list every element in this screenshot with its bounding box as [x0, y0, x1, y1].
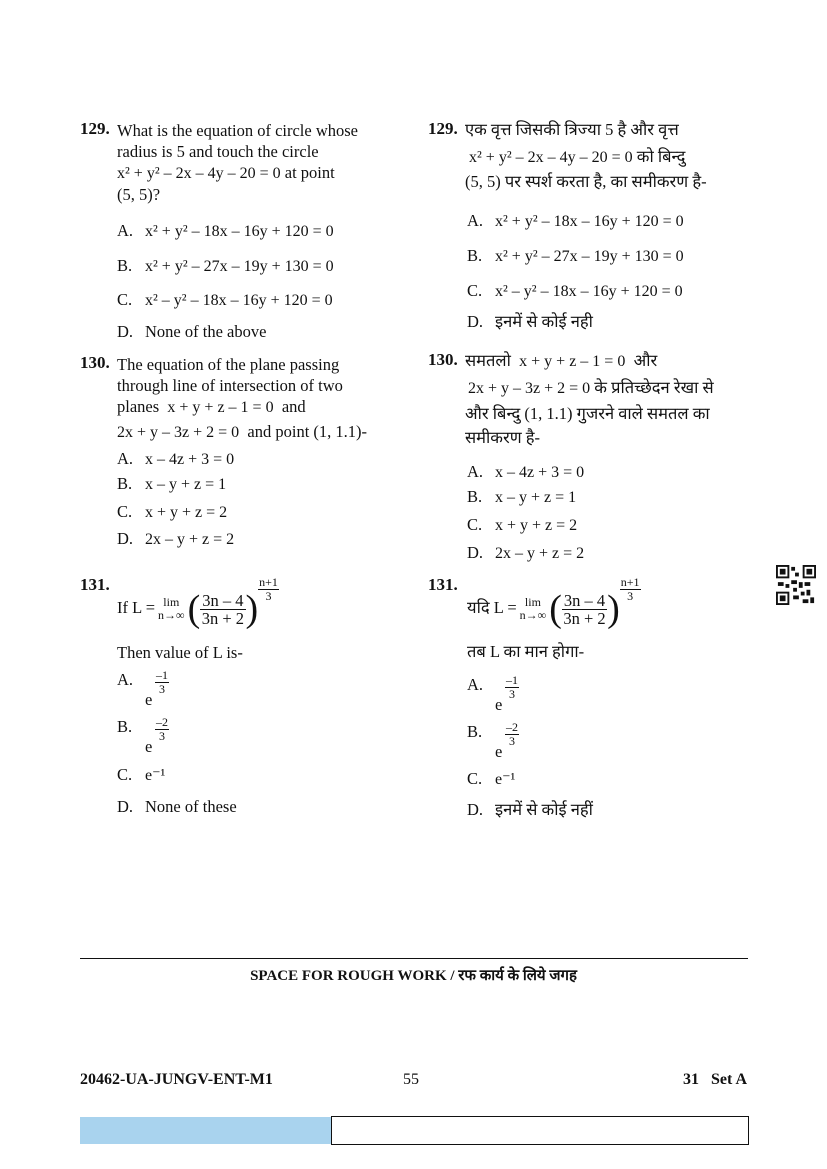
question-number: 129. [80, 119, 110, 138]
exponent-numerator: –1 [156, 668, 168, 682]
question-text: radius is 5 and touch the circle [117, 142, 319, 161]
option-d[interactable]: D. None of these [117, 797, 237, 816]
base-e: e [495, 695, 503, 714]
question-text: Then value of L is- [117, 643, 243, 662]
question-text: If [117, 597, 128, 617]
footer-color-bar [80, 1117, 331, 1144]
option-text: e⁻¹ [495, 771, 516, 788]
fraction-denominator: 3n + 2 [201, 608, 245, 628]
question-text: को बिन्दु [636, 147, 686, 166]
footer-box [331, 1116, 749, 1145]
option-c[interactable]: C. e⁻¹ [467, 769, 516, 788]
option-text: इनमें से कोई नही [495, 312, 593, 331]
paper-code: 20462-UA-JUNGV-ENT-M1 [80, 1071, 273, 1088]
option-a[interactable]: A. x – 4z + 3 = 0 [467, 462, 585, 481]
question-text: समतलो [465, 351, 511, 370]
question-text: The equation of the plane passing [117, 355, 340, 374]
question-text: and [281, 397, 306, 416]
circle-equation: x² + y² – 2x – 4y – 20 = 0 [117, 165, 281, 182]
option-d[interactable]: D. None of the above [117, 322, 267, 341]
option-b[interactable]: B. x – y + z = 1 [117, 474, 227, 493]
exponent-denominator: 3 [159, 729, 165, 743]
option-text: 2x – y + z = 2 [495, 545, 585, 562]
plane1-equation: x + y + z – 1 = 0 [519, 353, 626, 370]
option-a[interactable]: A. x² + y² – 18x – 16y + 120 = 0 [117, 221, 334, 240]
option-b[interactable]: B. x – y + z = 1 [467, 487, 577, 506]
page-number: 55 [403, 1071, 419, 1088]
question-text: और [633, 351, 658, 370]
exponent-numerator: –2 [156, 715, 168, 729]
option-d[interactable]: D. इनमें से कोई नही [467, 312, 593, 331]
exponent-denominator: 3 [509, 687, 515, 701]
fraction-denominator: 3n + 2 [563, 608, 606, 628]
rough-work-divider [80, 958, 748, 959]
question-number: 131. [80, 575, 110, 594]
option-text: None of these [145, 797, 237, 816]
set-label: 31 Set A [683, 1071, 747, 1088]
question-text: और बिन्दु (1, 1.1) गुजरने वाले समतल का [465, 404, 710, 423]
option-text: x² + y² – 27x – 19y + 130 = 0 [145, 258, 334, 275]
base-e: e [145, 737, 153, 756]
question-text: यदि [467, 597, 490, 617]
option-b[interactable]: B. x² + y² – 27x – 19y + 130 = 0 [467, 246, 684, 265]
question-text: through line of intersection of two [117, 376, 343, 395]
option-a[interactable]: A. x² + y² – 18x – 16y + 120 = 0 [467, 211, 684, 230]
question-text: (5, 5) पर स्पर्श करता है, का समीकरण है- [465, 172, 707, 191]
option-text: x² + y² – 18x – 16y + 120 = 0 [145, 223, 334, 240]
question-text: तब L का मान होगा- [467, 642, 585, 661]
exponent-numerator: n+1 [620, 575, 640, 589]
option-a[interactable]: A. e $\frac{-1}{3}$ [467, 673, 518, 714]
question-number: 131. [428, 575, 458, 594]
exponent-denominator: 3 [627, 589, 634, 603]
question-number: 130. [80, 353, 110, 372]
option-text: x – 4z + 3 = 0 [495, 464, 585, 481]
limit-expression: यदि L = lim n→∞ ( $\frac{3n - 4}{3n + 2}$ ) $\frac{n+1}{3}$ [467, 575, 640, 630]
question-text: (5, 5)? [117, 185, 161, 204]
question-text: एक वृत्त जिसकी त्रिज्या 5 है और वृत्त [465, 120, 679, 139]
limit-lhs: L = [132, 597, 156, 617]
option-b[interactable]: B. x² + y² – 27x – 19y + 130 = 0 [117, 256, 334, 275]
question-text: at point [284, 163, 335, 182]
circle-equation: x² + y² – 2x – 4y – 20 = 0 [469, 149, 633, 166]
option-b[interactable]: B. e $\frac{-2}{3}$ [467, 720, 518, 761]
option-text: x² – y² – 18x – 16y + 120 = 0 [495, 283, 683, 300]
lim-label: lim [524, 595, 541, 609]
option-text: x – 4z + 3 = 0 [145, 451, 235, 468]
question-number: 130. [428, 350, 458, 369]
question-text: What is the equation of circle whose [117, 121, 358, 140]
option-text: x² – y² – 18x – 16y + 120 = 0 [145, 292, 333, 309]
option-text: e⁻¹ [145, 767, 166, 784]
question-text: समीकरण है- [465, 428, 541, 447]
option-c[interactable]: C. x² – y² – 18x – 16y + 120 = 0 [117, 290, 333, 309]
exponent-numerator: n+1 [259, 575, 278, 589]
exponent-numerator: –1 [506, 673, 518, 687]
fraction-numerator: 3n – 4 [202, 590, 244, 610]
option-d[interactable]: D. इनमें से कोई नहीं [467, 800, 593, 819]
option-text: x – y + z = 1 [145, 476, 227, 493]
plane1-equation: x + y + z – 1 = 0 [167, 399, 274, 416]
option-c[interactable]: C. x² – y² – 18x – 16y + 120 = 0 [467, 281, 683, 300]
option-text: इनमें से कोई नहीं [495, 800, 593, 819]
option-text: x + y + z = 2 [145, 504, 228, 521]
option-text: None of the above [145, 322, 267, 341]
question-text: and point (1, 1.1)- [247, 422, 368, 441]
option-text: 2x – y + z = 2 [145, 531, 235, 548]
option-c[interactable]: C. x + y + z = 2 [117, 502, 228, 521]
option-c[interactable]: C. e⁻¹ [117, 765, 166, 784]
option-b[interactable]: B. e $\frac{-2}{3}$ [117, 715, 168, 756]
fraction-numerator: 3n – 4 [563, 590, 606, 610]
exponent-denominator: 3 [159, 682, 165, 696]
plane2-equation: 2x + y – 3z + 2 = 0 [117, 424, 240, 441]
option-text: x² + y² – 27x – 19y + 130 = 0 [495, 248, 684, 265]
lim-label: lim [163, 595, 180, 609]
exponent-denominator: 3 [509, 734, 515, 748]
option-text: x – y + z = 1 [495, 489, 577, 506]
qr-code-icon [775, 565, 817, 605]
exponent-denominator: 3 [265, 589, 272, 603]
option-a[interactable]: A. x – 4z + 3 = 0 [117, 449, 235, 468]
option-d[interactable]: D. 2x – y + z = 2 [467, 543, 585, 562]
exponent-numerator: –2 [506, 720, 518, 734]
limit-expression: If L = lim n→∞ ( $\frac{3n - 4}{3n + 2}$ ) $\frac{n+1}{3}$ [117, 575, 278, 630]
option-text: x² + y² – 18x – 16y + 120 = 0 [495, 213, 684, 230]
question-text: के प्रतिच्छेदन रेखा से [594, 378, 714, 397]
base-e: e [145, 690, 153, 709]
base-e: e [495, 742, 503, 761]
question-text: planes [117, 397, 160, 416]
option-c[interactable]: C. x + y + z = 2 [467, 515, 578, 534]
question-number: 129. [428, 119, 458, 138]
limit-lhs: L = [493, 597, 517, 617]
option-d[interactable]: D. 2x – y + z = 2 [117, 529, 235, 548]
lim-subscript: n→∞ [519, 608, 547, 622]
option-text: x + y + z = 2 [495, 517, 578, 534]
rough-work-label: SPACE FOR ROUGH WORK / रफ कार्य के लिये जगह [250, 968, 577, 984]
option-a[interactable]: A. e $\frac{-1}{3}$ [117, 668, 168, 709]
plane2-equation: 2x + y – 3z + 2 = 0 [468, 380, 591, 397]
lim-subscript: n→∞ [158, 608, 185, 622]
